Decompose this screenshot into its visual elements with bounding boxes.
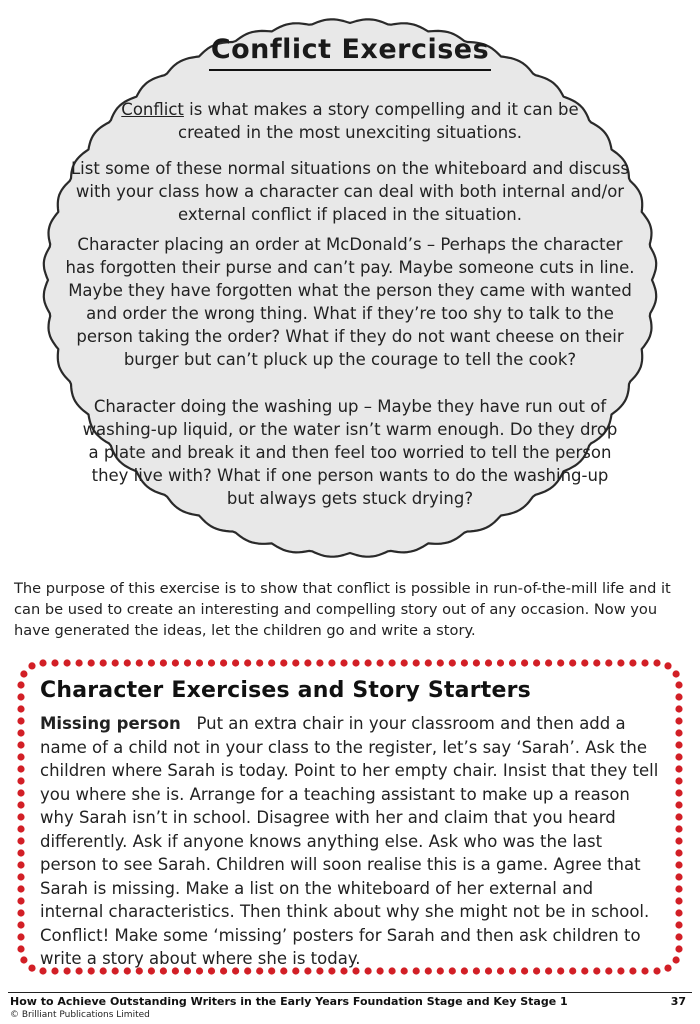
border-dot	[17, 921, 24, 928]
washing-up-scenario: Character doing the washing up – Maybe they have run out of washing-up liquid, or the water isn’t warm enough. Do they drop a plate and break it and then feel too worried to tell the person they live with? What if one person wants to do the washing-up but always gets stuck drying?	[82, 397, 618, 508]
border-dot	[112, 659, 119, 666]
border-dot	[641, 659, 648, 666]
border-dot	[17, 693, 24, 700]
border-dot	[593, 659, 600, 666]
border-dot	[172, 659, 179, 666]
border-dot	[581, 659, 588, 666]
border-dot	[664, 662, 671, 669]
border-dot	[328, 659, 335, 666]
border-dot	[617, 659, 624, 666]
border-dot	[461, 659, 468, 666]
border-dot	[17, 765, 24, 772]
border-dot	[673, 670, 680, 677]
border-dot	[20, 670, 27, 677]
border-dot	[365, 659, 372, 666]
copyright-notice: © Brilliant Publications Limited	[10, 1010, 150, 1020]
border-dot	[675, 873, 682, 880]
border-dot	[675, 813, 682, 820]
border-dot	[533, 659, 540, 666]
border-dot	[675, 909, 682, 916]
border-dot	[675, 693, 682, 700]
border-dot	[557, 659, 564, 666]
border-dot	[497, 659, 504, 666]
border-dot	[675, 729, 682, 736]
border-dot	[39, 659, 46, 666]
border-dot	[675, 753, 682, 760]
border-dot	[76, 659, 83, 666]
missing-person-text: Put an extra chair in your classroom and then add a name of a child not in your class to the register, let’s say ‘Sarah’. Ask the children where Sarah is today. Point to her empty chair. Insist that they tell you where she is. Arrange for a teaching assistant to make up a reason why Sarah isn’t in school. Disagree with her and claim that you heard differently. Ask if anyone knows anything else. Ask who was the last person to see Sarah. Children will soon realise this is a game. Agree that Sarah is missing. Make a list on the whiteboard of her external and internal characteristics. Then think about why she might not be in school. Conflict! Make some ‘missing’ posters for Sarah and then ask children to write a story about where she is today.	[40, 714, 659, 968]
border-dot	[340, 659, 347, 666]
border-dot	[675, 825, 682, 832]
border-dot	[473, 659, 480, 666]
border-dot	[136, 659, 143, 666]
border-dot	[673, 956, 680, 963]
border-dot	[100, 659, 107, 666]
border-dot	[605, 659, 612, 666]
border-dot	[17, 909, 24, 916]
border-dot	[675, 717, 682, 724]
footer-divider	[8, 992, 692, 993]
border-dot	[675, 921, 682, 928]
border-dot	[124, 659, 131, 666]
border-dot	[675, 681, 682, 688]
border-dot	[389, 659, 396, 666]
border-dot	[292, 659, 299, 666]
border-dot	[17, 753, 24, 760]
border-dot	[17, 897, 24, 904]
border-dot	[244, 659, 251, 666]
border-dot	[184, 659, 191, 666]
border-dot	[17, 873, 24, 880]
border-dot	[352, 659, 359, 666]
border-dot	[545, 659, 552, 666]
missing-person-lead: Missing person	[40, 714, 181, 733]
border-dot	[509, 659, 516, 666]
border-dot	[17, 861, 24, 868]
border-dot	[304, 659, 311, 666]
border-dot	[675, 885, 682, 892]
border-dot	[675, 765, 682, 772]
border-dot	[449, 659, 456, 666]
conflict-title-wrap	[0, 34, 700, 65]
border-dot	[675, 801, 682, 808]
border-dot	[20, 956, 27, 963]
purpose-paragraph: The purpose of this exercise is to show that conflict is possible in run-of-the-mill life and it can be used to create an interesting and compelling story out of any occasion. Now you have generated the ideas, let the children go and write a story.	[14, 580, 671, 639]
border-dot	[268, 659, 275, 666]
border-dot	[160, 659, 167, 666]
border-dot	[148, 659, 155, 666]
border-dot	[675, 861, 682, 868]
border-dot	[653, 659, 660, 666]
border-dot	[17, 813, 24, 820]
border-dot	[17, 717, 24, 724]
border-dot	[17, 705, 24, 712]
story-starters-heading: Character Exercises and Story Starters	[40, 678, 531, 703]
border-dot	[675, 837, 682, 844]
border-dot	[675, 897, 682, 904]
border-dot	[17, 825, 24, 832]
missing-person-paragraph	[40, 712, 660, 971]
border-dot	[17, 801, 24, 808]
border-dot	[675, 705, 682, 712]
border-dot	[17, 729, 24, 736]
border-dot	[88, 659, 95, 666]
border-dot	[220, 659, 227, 666]
border-dot	[256, 659, 263, 666]
border-dot	[675, 849, 682, 856]
border-dot	[196, 659, 203, 666]
mcdonalds-scenario: Character placing an order at McDonald’s – Perhaps the character has forgotten their purse and can’t pay. Maybe someone cuts in line. Maybe they have forgotten what the person they came with wanted and order the wrong thing. What if they’re too shy to talk to the person taking the order? What if they do not want cheese on their burger but can’t pluck up the courage to tell the cook?	[65, 235, 635, 369]
border-dot	[316, 659, 323, 666]
conflict-instructions: List some of these normal situations on the whiteboard and discuss with your class how a character can deal with both internal and/or external conflict if placed in the situation.	[70, 159, 630, 224]
border-dot	[675, 789, 682, 796]
border-dot	[629, 659, 636, 666]
border-dot	[675, 945, 682, 952]
border-dot	[28, 662, 35, 669]
border-dot	[569, 659, 576, 666]
conflict-intro-rest: is what makes a story compelling and it can be created in the most unexciting situations.	[178, 100, 579, 142]
border-dot	[17, 789, 24, 796]
border-dot	[413, 659, 420, 666]
border-dot	[17, 681, 24, 688]
border-dot	[17, 885, 24, 892]
footer-book-title: How to Achieve Outstanding Writers in the Early Years Foundation Stage and Key Stage 1	[10, 995, 568, 1008]
conflict-term: Conflict	[121, 100, 184, 119]
border-dot	[17, 945, 24, 952]
conflict-title: Conflict Exercises	[209, 34, 491, 71]
border-dot	[17, 741, 24, 748]
border-dot	[208, 659, 215, 666]
border-dot	[664, 965, 671, 972]
border-dot	[485, 659, 492, 666]
border-dot	[64, 659, 71, 666]
border-dot	[51, 659, 58, 666]
border-dot	[521, 659, 528, 666]
border-dot	[280, 659, 287, 666]
border-dot	[17, 933, 24, 940]
border-dot	[377, 659, 384, 666]
border-dot	[675, 777, 682, 784]
border-dot	[232, 659, 239, 666]
border-dot	[437, 659, 444, 666]
page-number: 37	[670, 995, 686, 1008]
border-dot	[401, 659, 408, 666]
conflict-intro	[95, 98, 605, 144]
border-dot	[425, 659, 432, 666]
border-dot	[675, 933, 682, 940]
border-dot	[17, 837, 24, 844]
border-dot	[675, 741, 682, 748]
border-dot	[28, 965, 35, 972]
border-dot	[17, 849, 24, 856]
border-dot	[17, 777, 24, 784]
